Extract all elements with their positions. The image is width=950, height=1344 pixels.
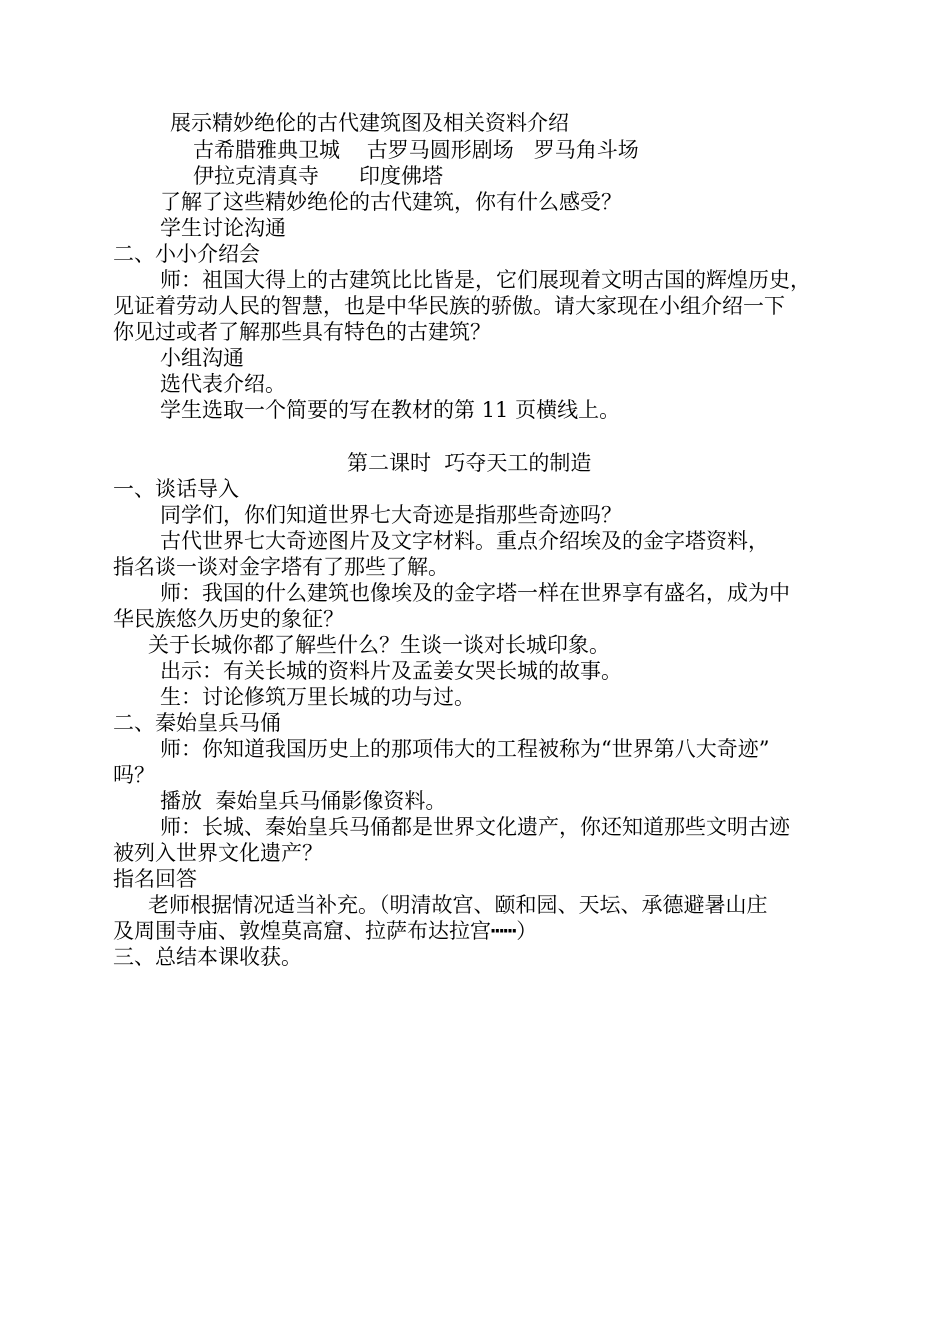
text-line: 及周围寺庙、敦煌莫高窟、拉萨布达拉宫┅┅）: [113, 919, 538, 943]
text-line: 同学们，你们知道世界七大奇迹是指那些奇迹吗？: [160, 503, 622, 527]
section-heading: 一、谈话导入: [113, 477, 239, 501]
text-line: 被列入世界文化遗产？: [113, 841, 323, 865]
text-line: 出示：有关长城的资料片及孟姜女哭长城的故事。: [160, 659, 622, 683]
text-line: 选代表介绍。: [160, 372, 286, 396]
section-heading: 三、总结本课收获。: [113, 945, 302, 969]
text-line: 吗？: [113, 763, 155, 787]
text-line: 华民族悠久历史的象征？: [113, 607, 344, 631]
section-heading: 二、小小介绍会: [113, 242, 260, 266]
text-line: 师：我国的什么建筑也像埃及的金字塔一样在世界享有盛名，成为中: [160, 581, 790, 605]
text-line: 师：长城、秦始皇兵马俑都是世界文化遗产，你还知道那些文明古迹: [160, 815, 790, 839]
lesson-title: 第二课时 巧夺天工的制造: [347, 451, 592, 475]
text-line: 关于长城你都了解些什么？生谈一谈对长城印象。: [148, 633, 610, 657]
text-line: 了解了这些精妙绝伦的古代建筑，你有什么感受？: [160, 190, 622, 214]
text-line: 师：你知道我国历史上的那项伟大的工程被称为“世界第八大奇迹”: [160, 737, 770, 761]
text-line: 展示精妙绝伦的古代建筑图及相关资料介绍: [170, 111, 569, 135]
text-line: 学生讨论沟通: [160, 216, 286, 240]
text-line: 指名谈一谈对金字塔有了那些了解。: [113, 555, 449, 579]
text-line: 见证着劳动人民的智慧，也是中华民族的骄傲。请大家现在小组介绍一下: [113, 294, 785, 318]
text-line: 小组沟通: [160, 346, 244, 370]
text-line: 指名回答: [113, 867, 197, 891]
text-line: 播放 秦始皇兵马俑影像资料。: [160, 789, 447, 813]
text-line: 伊拉克清真寺 印度佛塔: [193, 164, 444, 188]
text-line: 你见过或者了解那些具有特色的古建筑？: [113, 320, 491, 344]
text-line: 古代世界七大奇迹图片及文字材料。重点介绍埃及的金字塔资料，: [160, 529, 769, 553]
text-line: 生：讨论修筑万里长城的功与过。: [160, 685, 475, 709]
text-line: 古希腊雅典卫城 古罗马圆形剧场 罗马角斗场: [193, 138, 639, 162]
section-heading: 二、秦始皇兵马俑: [113, 711, 281, 735]
text-line: 学生选取一个简要的写在教材的第 11 页横线上。: [160, 398, 621, 422]
text-line: 老师根据情况适当补充。（明清故宫、颐和园、天坛、承德避暑山庄: [148, 893, 768, 917]
text-line: 师：祖国大得上的古建筑比比皆是，它们展现着文明古国的辉煌历史，: [160, 268, 811, 292]
